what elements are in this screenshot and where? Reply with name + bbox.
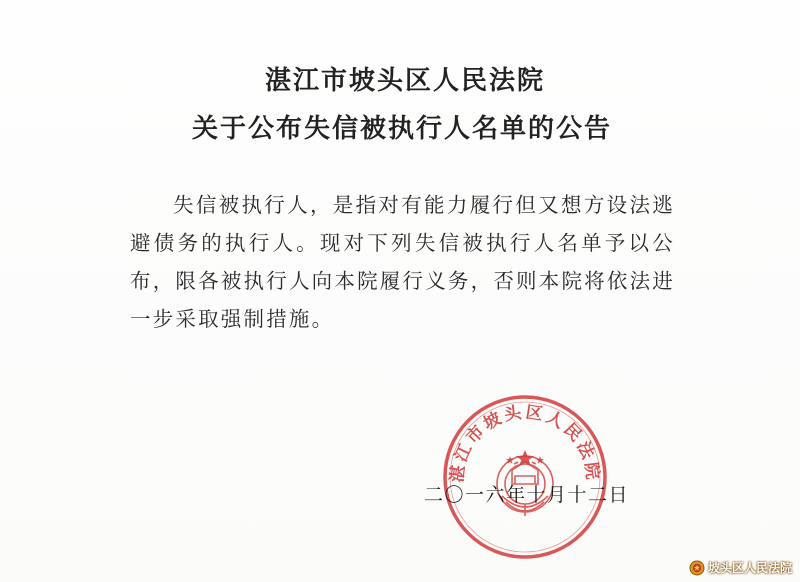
announcement-body: 失信被执行人，是指对有能力履行但又想方设法逃避债务的执行人。现对下列失信被执行人名单予以公布，限各被执行人向本院履行义务，否则本院将依法进一步采取强制措施。 [130, 193, 675, 331]
document-title-court: 湛江市坡头区人民法院 [264, 66, 545, 96]
document-date: 二〇一六年十月十二日 [424, 484, 630, 506]
court-emblem-icon [689, 560, 705, 576]
document-title-subject: 关于公布失信被执行人名单的公告 [191, 114, 612, 144]
seal-text: 湛江市坡头区人民法院 [447, 402, 603, 484]
site-watermark [689, 559, 792, 576]
svg-text:湛江市坡头区人民法院 [446, 401, 603, 483]
court-seal [440, 392, 610, 562]
watermark-text: 坡头区人民法院 [707, 561, 792, 575]
